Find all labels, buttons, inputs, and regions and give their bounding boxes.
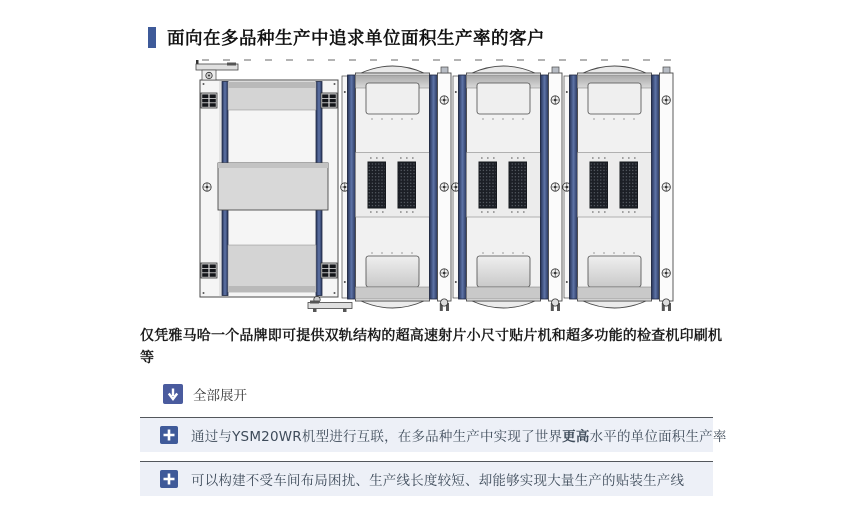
section-header bbox=[148, 25, 748, 50]
lead-description: 仅凭雅马哈一个品牌即可提供双轨结构的超高速射片小尺寸贴片机和超多功能的检查机印刷机等 bbox=[140, 328, 723, 366]
printer-bottom-arm bbox=[308, 296, 352, 312]
expand-all-label: 全部展开 bbox=[193, 388, 247, 404]
mounter-machine-2 bbox=[452, 66, 562, 311]
title-accent-bar bbox=[148, 27, 156, 48]
plus-icon bbox=[160, 470, 178, 488]
production-line-diagram bbox=[190, 58, 685, 314]
mounter-machine-3 bbox=[563, 66, 673, 311]
page-title: 面向在多品种生产中追求单位面积生产率的客户 bbox=[167, 29, 545, 49]
accordion-item-1-label: 通过与YSM20WR机型进行互联，在多品种生产中实现了世界更高水平的单位面积生产率 bbox=[191, 429, 727, 445]
plus-icon bbox=[160, 426, 178, 444]
production-line-svg bbox=[190, 58, 685, 314]
accordion-item-1[interactable] bbox=[140, 417, 727, 452]
mounter-machine-1 bbox=[341, 66, 451, 311]
expand-all-button[interactable] bbox=[163, 383, 247, 405]
printer-machine bbox=[196, 60, 352, 312]
printer-top-arm bbox=[196, 60, 238, 80]
arrow-down-icon bbox=[163, 384, 183, 404]
accordion-item-2-label: 可以构建不受车间布局困扰、生产线长度较短、却能够实现大量生产的贴装生产线 bbox=[191, 473, 685, 489]
accordion-item-2[interactable] bbox=[140, 461, 713, 496]
